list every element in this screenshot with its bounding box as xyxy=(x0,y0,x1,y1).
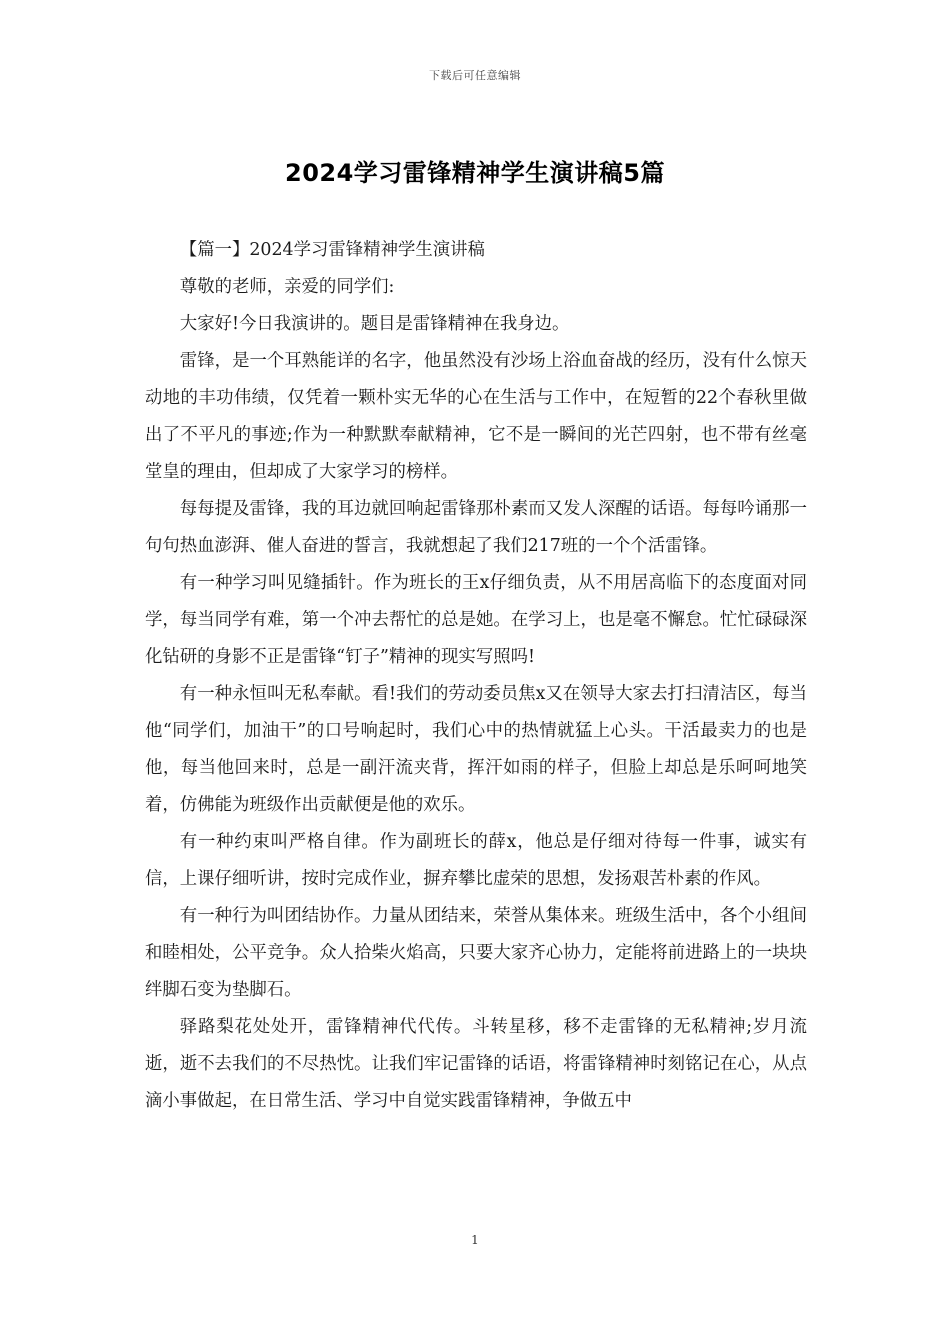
paragraph: 有一种行为叫团结协作。力量从团结来，荣誉从集体来。班级生活中，各个小组间和睦相处，公平竞争。众人拾柴火焰高，只要大家齐心协力，定能将前进路上的一块块绊脚石变为垫脚石。 xyxy=(145,906,807,1000)
paragraph: 有一种永恒叫无私奉献。看!我们的劳动委员焦x又在领导大家去打扫清洁区，每当他“同学们，加油干”的口号响起时，我们心中的热情就猛上心头。干活最卖力的也是他，每当他回来时，总是一副汗流夹背，挥汗如雨的样子，但脸上却总是乐呵呵地笑着，仿佛能为班级作出贡献便是他的欢乐。 xyxy=(145,684,807,815)
paragraph: 有一种约束叫严格自律。作为副班长的薛x，他总是仔细对待每一件事，诚实有信，上课仔细听讲，按时完成作业，摒弃攀比虚荣的思想，发扬艰苦朴素的作风。 xyxy=(145,832,807,889)
paragraph: 雷锋，是一个耳熟能详的名字，他虽然没有沙场上浴血奋战的经历，没有什么惊天动地的丰功伟绩，仅凭着一颗朴实无华的心在生活与工作中，在短暂的22个春秋里做出了不平凡的事迹;作为一种默默奉献精神，它不是一瞬间的光芒四射，也不带有丝毫堂皇的理由，但却成了大家学习的榜样。 xyxy=(145,351,807,482)
page-number: 1 xyxy=(471,1233,479,1247)
section-heading: 【篇一】2024学习雷锋精神学生演讲稿 xyxy=(179,240,485,260)
paragraph: 驿路梨花处处开，雷锋精神代代传。斗转星移，移不走雷锋的无私精神;岁月流逝，逝不去我们的不尽热忱。让我们牢记雷锋的话语，将雷锋精神时刻铭记在心，从点滴小事做起，在日常生活、学习中自觉实践雷锋精神，争做五中 xyxy=(145,1017,807,1111)
paragraph: 大家好!今日我演讲的。题目是雷锋精神在我身边。 xyxy=(179,314,570,334)
header-note: 下载后可任意编辑 xyxy=(429,69,521,82)
document-title: 2024学习雷锋精神学生演讲稿5篇 xyxy=(285,159,665,187)
paragraph: 每每提及雷锋，我的耳边就回响起雷锋那朴素而又发人深醒的话语。每每吟诵那一句句热血澎湃、催人奋进的誓言，我就想起了我们217班的一个个活雷锋。 xyxy=(145,499,807,556)
document-body xyxy=(145,232,807,1120)
paragraph: 有一种学习叫见缝插针。作为班长的王x仔细负责，从不用居高临下的态度面对同学，每当同学有难，第一个冲去帮忙的总是她。在学习上，也是毫不懈怠。忙忙碌碌深化钻研的身影不正是雷锋“钉子”精神的现实写照吗! xyxy=(145,573,807,667)
salutation: 尊敬的老师，亲爱的同学们: xyxy=(179,277,395,297)
